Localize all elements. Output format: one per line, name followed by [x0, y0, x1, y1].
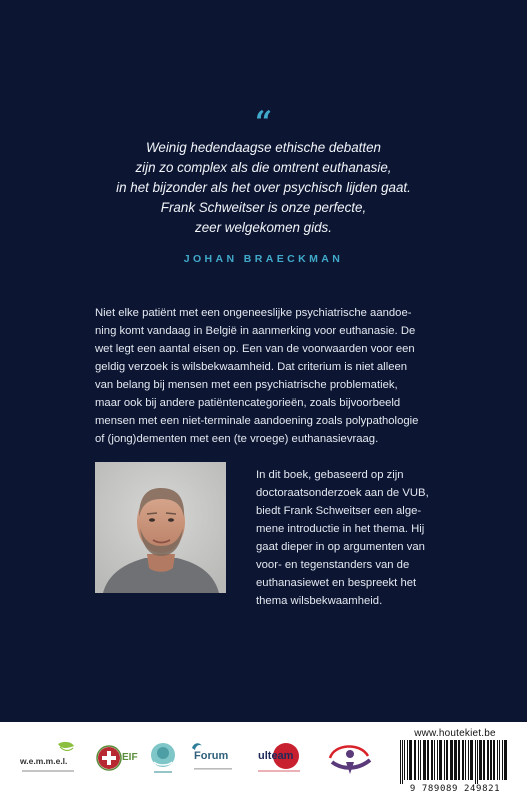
barcode-bar [504, 740, 507, 780]
barcode-bar [502, 740, 503, 780]
wemmel-logo-text: w.e.m.m.e.l. [20, 756, 68, 766]
quote-line: Frank Schweitser is onze perfecte, [160, 200, 367, 215]
barcode-bar [468, 740, 469, 780]
association-logo [148, 738, 178, 778]
endorsement-quote [40, 138, 487, 238]
blurb-line: of (jong)dementen met een (te vroege) euthanasievraag. [95, 433, 379, 445]
barcode-bar [437, 740, 438, 780]
blurb-line: maar ook bij andere patiëntencategorieën, zoals bijvoorbeeld [95, 397, 401, 409]
barcode-bar [409, 740, 412, 780]
publisher-website: www.houtekiet.be [414, 728, 496, 739]
intro-line: gaat dieper in op argumenten van [256, 541, 425, 553]
ribbon-logo [320, 738, 380, 778]
barcode-bar [431, 740, 433, 780]
forum-logo [190, 738, 236, 778]
barcode-bar [404, 740, 405, 780]
barcode-bar [450, 740, 453, 780]
barcode-bar [462, 740, 464, 780]
barcode-bar [470, 740, 473, 780]
isbn-digits: 9 789089 249821 [409, 784, 501, 794]
barcode-bar [493, 740, 495, 780]
barcode-bar [477, 740, 478, 784]
barcode-bar [427, 740, 429, 780]
barcode-bar [414, 740, 416, 780]
barcode-bar [446, 740, 448, 780]
barcode-bar [483, 740, 485, 780]
forum-logo-text: Forum [194, 750, 229, 762]
barcode-bar [465, 740, 466, 780]
barcode-bar [407, 740, 408, 780]
barcode-bar [400, 740, 401, 784]
footer-strip [0, 722, 527, 800]
ulteam-logo-text: ulteam [258, 750, 294, 762]
barcode-bar [434, 740, 435, 780]
author-photo [95, 462, 226, 593]
barcode-bar [490, 740, 492, 780]
barcode-bar [420, 740, 421, 780]
barcode-bar [439, 740, 442, 780]
barcode-bar [423, 740, 426, 780]
barcode-bar [454, 740, 457, 780]
blurb-line: geldig verzoek is wilsbekwaamheid. Dat criterium is niet alleen [95, 361, 408, 373]
blurb-paragraph [95, 304, 440, 448]
barcode-bar [444, 740, 445, 780]
barcode-bar [487, 740, 489, 780]
eif-logo-text: EIF [122, 752, 138, 763]
blurb-line: mensen met een niet-terminale aandoening zoals polypathologie [95, 415, 419, 427]
barcode-bar [479, 740, 482, 780]
intro-line: doctoraatsonderzoek aan de VUB, [256, 487, 429, 499]
barcode-bar [499, 740, 500, 780]
intro-line: euthanasiewet en bespreekt het [256, 577, 417, 589]
barcode-bar [475, 740, 476, 784]
quote-line: in het bijzonder als het over psychisch lijden gaat. [116, 180, 411, 195]
quote-mark: “ [254, 105, 273, 140]
isbn-barcode [396, 740, 514, 796]
eif-logo [96, 738, 140, 778]
barcode-bars [396, 740, 514, 784]
intro-paragraph [256, 466, 446, 610]
intro-line: thema wilsbekwaamheid. [256, 595, 383, 607]
blurb-line: ning komt vandaag in België in aanmerking voor euthanasie. De [95, 325, 416, 337]
quote-line: Weinig hedendaagse ethische debatten [145, 140, 382, 155]
intro-line: In dit boek, gebaseerd op zijn [256, 469, 404, 481]
blurb-line: van belang bij mensen met een psychiatrische problematiek, [95, 379, 398, 391]
quote-author: JOHAN BRAECKMAN [183, 253, 344, 265]
barcode-bar [402, 740, 403, 784]
wemmel-logo [20, 738, 78, 778]
barcode-bar [497, 740, 498, 780]
ulteam-logo [256, 738, 302, 778]
blurb-line: wet legt een aantal eisen op. Een van de voorwaarden voor een [95, 343, 415, 355]
sponsor-logos [20, 738, 390, 778]
intro-line: voor- en tegenstanders van de [256, 559, 410, 571]
quote-line: zijn zo complex als die omtrent euthanasie, [135, 160, 392, 175]
quote-line: zeer welgekomen gids. [195, 220, 332, 235]
barcode-bar [458, 740, 460, 780]
blurb-line: Niet elke patiënt met een ongeneeslijke psychiatrische aandoe- [95, 307, 412, 319]
barcode-bar [418, 740, 419, 780]
intro-line: biedt Frank Schweitser een alge- [256, 505, 422, 517]
intro-line: mene introductie in het thema. Hij [256, 523, 425, 535]
